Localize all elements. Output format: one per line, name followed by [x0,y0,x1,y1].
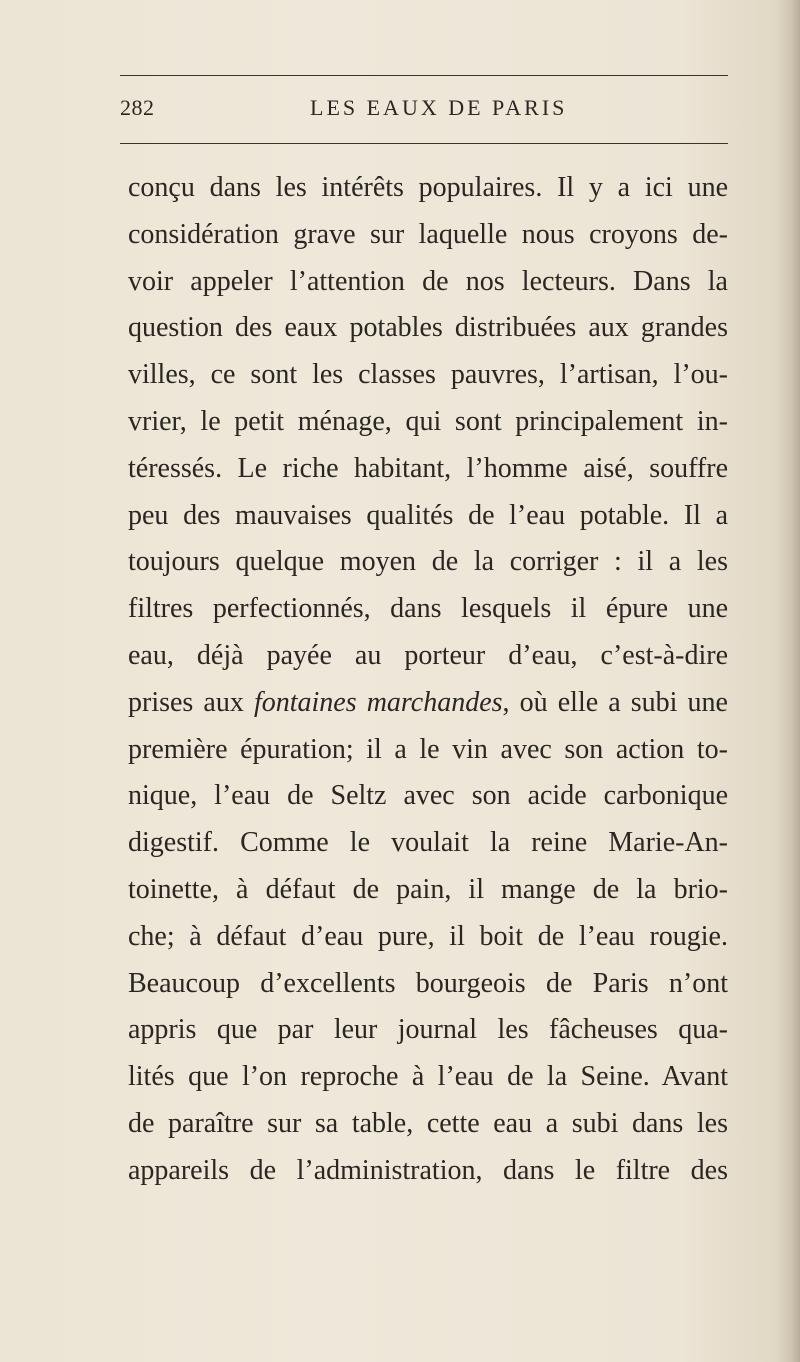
italic-phrase: fontaines marchandes [253,686,503,718]
text-line: nique, l’eau de Seltz avec son acide carbonique [128,780,728,812]
text-line: voir appeler l’attention de nos lecteurs. Dans la [128,265,728,297]
text-line: considération grave sur laquelle nous croyons de- [128,218,728,250]
running-header [120,95,728,131]
text-line: villes, ce sont les classes pauvres, l’artisan, l’ou- [128,359,728,391]
text-line: téressés. Le riche habitant, l’homme aisé, souffre [128,452,728,484]
text-line: eau, déjà payée au porteur d’eau, c’est-à-dire [128,639,728,671]
text-line: première épuration; il a le vin avec son action to- [128,733,728,765]
text-line: toinette, à défaut de pain, il mange de la brio- [128,873,728,905]
line-segment: , où elle a subi une [502,686,728,718]
text-line: Beaucoup d’excellents bourgeois de Paris n’ont [128,967,728,999]
text-line: de paraître sur sa table, cette eau a subi dans les [128,1107,728,1139]
text-line: che; à défaut d’eau pure, il boit de l’eau rougie. [128,920,728,952]
header-rule-top [120,75,728,76]
text-line: toujours quelque moyen de la corriger : il a les [128,546,728,578]
text-line: digestif. Comme le voulait la reine Marie-An- [128,827,728,859]
text-line: question des eaux potables distribuées aux grandes [128,312,728,344]
text-line: vrier, le petit ménage, qui sont principalement in- [128,405,728,437]
text-line: filtres perfectionnés, dans lesquels il épure une [128,593,728,625]
line-segment: prises aux [128,686,254,718]
text-line: appareils de l’administration, dans le filtre des [128,1154,728,1186]
page-number: 282 [120,95,155,120]
running-title: LES EAUX DE PARIS [310,95,568,120]
text-line-with-emphasis [128,680,728,727]
text-line: lités que l’on reproche à l’eau de la Seine. Avant [128,1061,728,1093]
text-line: peu des mauvaises qualités de l’eau potable. Il a [128,499,728,531]
header-rule-bottom [120,143,728,144]
text-line: conçu dans les intérêts populaires. Il y a ici une [128,172,728,203]
page-edge-shadow [778,0,800,1362]
text-line: appris que par leur journal les fâcheuses qua- [128,1014,728,1046]
body-text [128,165,728,1195]
